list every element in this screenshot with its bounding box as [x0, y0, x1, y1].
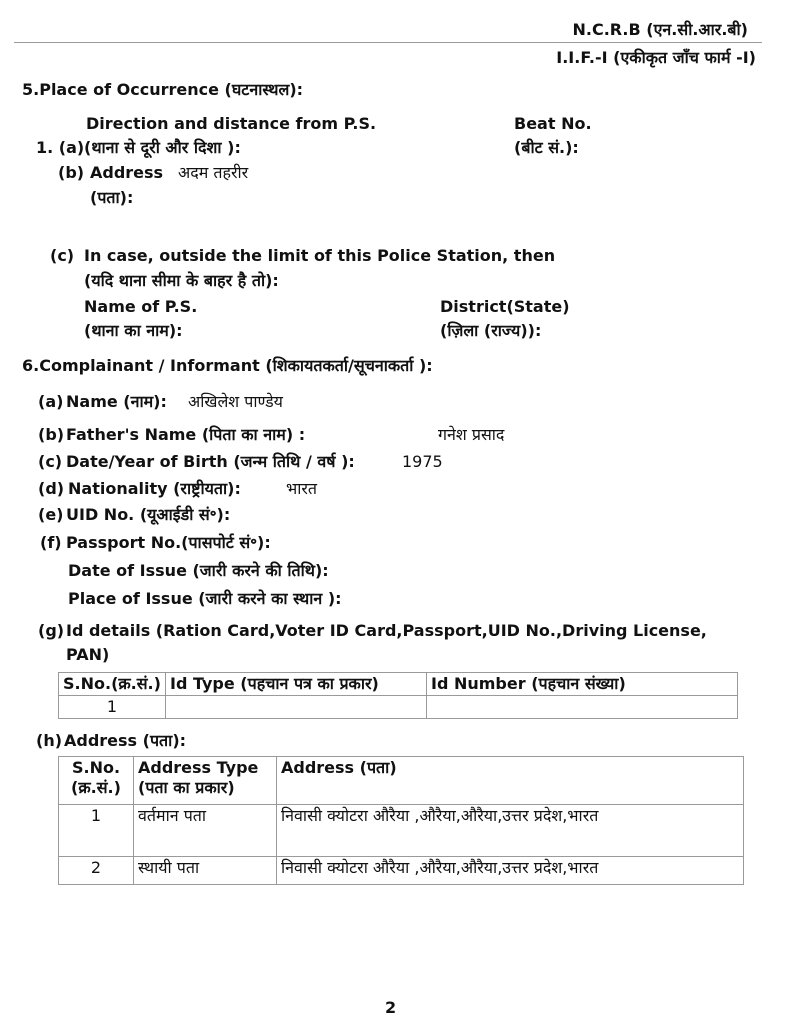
address-hindi: (पता):: [90, 188, 134, 207]
beat-hindi: (बीट सं.):: [514, 138, 579, 157]
uid-label: UID No. (यूआईडी सं॰):: [66, 505, 231, 524]
nationality-label: Nationality (राष्ट्रीयता):: [68, 479, 241, 498]
dob-prefix: (c): [38, 452, 63, 471]
outside-limit-label: In case, outside the limit of this Police Station, then: [84, 246, 556, 265]
name-value: अखिलेश पाण्डेय: [188, 392, 283, 411]
name-label: Name (नाम):: [66, 392, 167, 411]
address-header-type-hi: (पता का प्रकार): [138, 778, 235, 797]
beat-label: Beat No.: [514, 114, 592, 133]
form-title: I.I.F.-I (एकीकृत जाँच फार्म -I): [556, 48, 756, 67]
nationality-prefix: (d): [38, 479, 65, 498]
father-prefix: (b): [38, 425, 65, 444]
passport-label: Passport No.(पासपोर्ट सं॰):: [66, 533, 271, 552]
dob-label: Date/Year of Birth (जन्म तिथि / वर्ष ):: [66, 452, 355, 471]
item-c-prefix: (c): [50, 246, 75, 265]
direction-hindi: (थाना से दूरी और दिशा ):: [84, 138, 241, 157]
name-prefix: (a): [38, 392, 64, 411]
passport-prefix: (f): [40, 533, 62, 552]
page-number: 2: [385, 998, 397, 1017]
id-row-type: [166, 696, 427, 719]
nationality-value: भारत: [286, 479, 318, 498]
id-details-table: [58, 672, 738, 719]
id-row-number: [427, 696, 738, 719]
district-label: District(State): [440, 297, 570, 316]
address-header-sno-en: S.No.: [71, 758, 121, 777]
address-prefix: (h): [36, 731, 63, 750]
address-value: अदम तहरीर: [178, 163, 249, 182]
address-table-header-address: [277, 757, 744, 805]
address-row-sno: 2: [59, 857, 134, 885]
address-row-type: स्थायी पता: [134, 857, 277, 885]
address-row-value: निवासी क्योटरा औरैया ,औरैया,औरैया,उत्तर प्रदेश,भारत: [277, 805, 744, 857]
uid-prefix: (e): [38, 505, 64, 524]
id-prefix: (g): [38, 621, 65, 640]
table-row: [59, 805, 744, 857]
address-table-header: [59, 757, 744, 805]
header-divider: [14, 42, 762, 43]
item-a-prefix: 1. (a): [36, 138, 85, 157]
id-details-label-line2: PAN): [66, 645, 110, 664]
address-header-type-en: Address Type: [138, 758, 259, 777]
address-table: [58, 756, 744, 885]
ps-name-label: Name of P.S.: [84, 297, 198, 316]
address-header-sno-hi: (क्र.सं.): [71, 778, 121, 797]
direction-label: Direction and distance from P.S.: [86, 114, 377, 133]
id-row-sno: 1: [59, 696, 166, 719]
id-table-header-number: Id Number (पहचान संख्या): [427, 673, 738, 696]
id-table-header-sno: S.No.(क्र.सं.): [59, 673, 166, 696]
address-table-header-sno: [59, 757, 134, 805]
outside-limit-hindi: (यदि थाना सीमा के बाहर है तो):: [84, 271, 279, 290]
section5-title: 5.Place of Occurrence (घटनास्थल):: [22, 80, 304, 99]
father-value: गनेश प्रसाद: [438, 425, 505, 444]
id-table-header: [59, 673, 738, 696]
id-table-header-type: Id Type (पहचान पत्र का प्रकार): [166, 673, 427, 696]
table-row: [59, 696, 738, 719]
district-hindi: (ज़िला (राज्य)):: [440, 321, 542, 340]
father-label: Father's Name (पिता का नाम) :: [66, 425, 306, 444]
id-details-label-line1: Id details (Ration Card,Voter ID Card,Passport,UID No.,Driving License,: [66, 621, 707, 640]
table-row: [59, 857, 744, 885]
address-table-header-type: [134, 757, 277, 805]
section6-title: 6.Complainant / Informant (शिकायतकर्ता/सूचनाकर्ता ):: [22, 356, 433, 375]
address-row-sno: 1: [59, 805, 134, 857]
org-header: N.C.R.B (एन.सी.आर.बी): [572, 20, 748, 39]
place-of-issue-label: Place of Issue (जारी करने का स्थान ):: [68, 589, 342, 608]
address-label: Address: [90, 163, 164, 182]
dob-value: 1975: [402, 452, 443, 471]
address-row-type: वर्तमान पता: [134, 805, 277, 857]
ps-name-hindi: (थाना का नाम):: [84, 321, 183, 340]
date-of-issue-label: Date of Issue (जारी करने की तिथि):: [68, 561, 329, 580]
address-row-value: निवासी क्योटरा औरैया ,औरैया,औरैया,उत्तर प्रदेश,भारत: [277, 857, 744, 885]
item-b-prefix: (b): [58, 163, 85, 182]
complainant-address-label: Address (पता):: [64, 731, 187, 750]
address-header-address-en: Address (पता): [281, 758, 397, 777]
